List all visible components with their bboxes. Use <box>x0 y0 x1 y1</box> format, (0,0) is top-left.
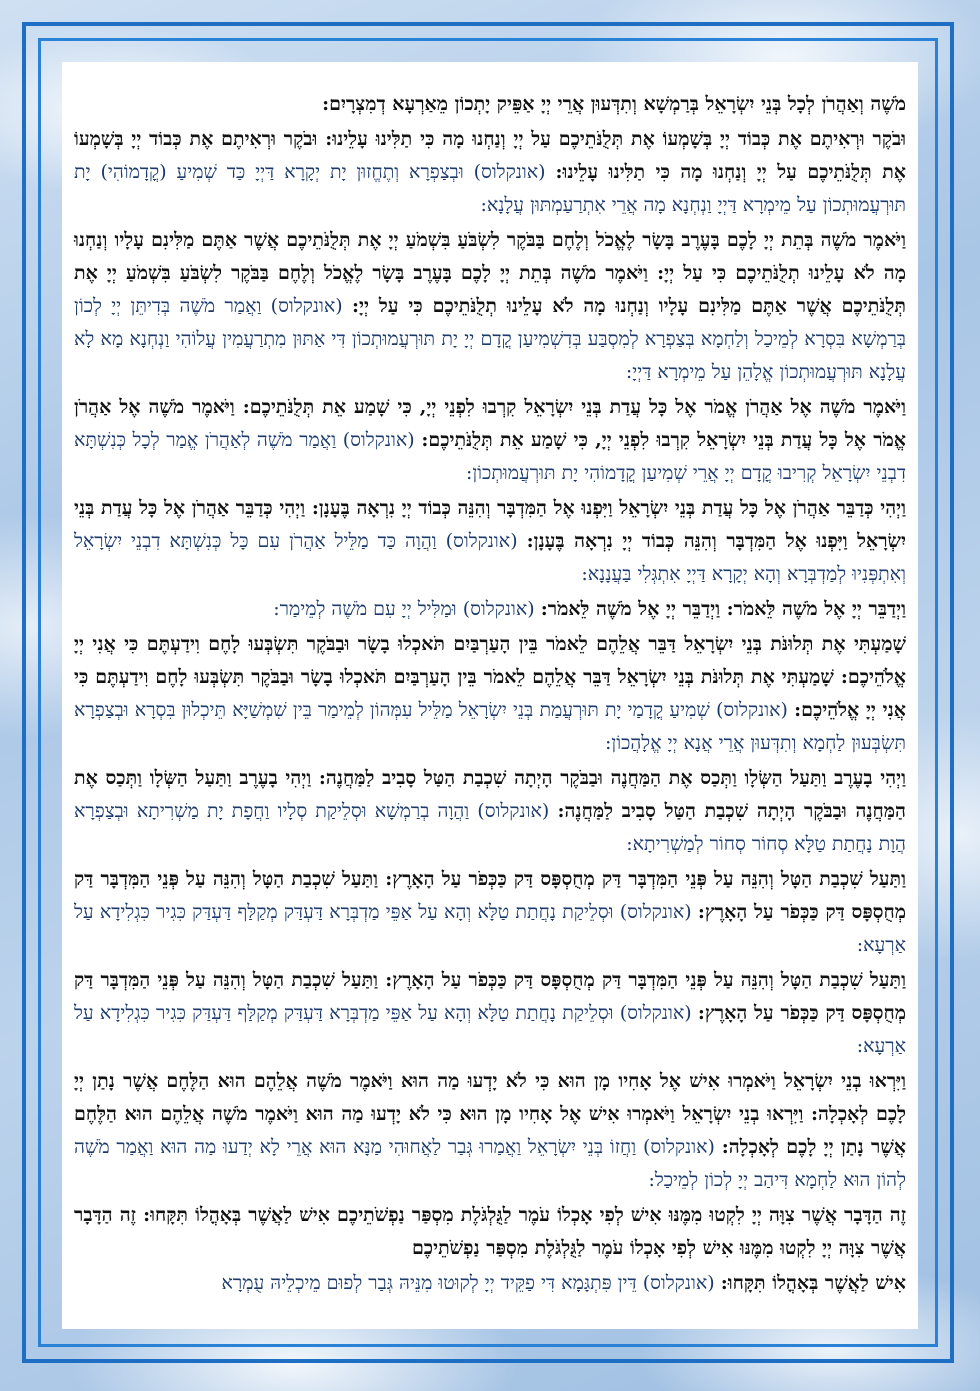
verse-text: שָׁמַעְתִּי אֶת תְּלוּנֹּת בְּנֵי יִשְׂרָאֵל דַּבֵּר אֲלֵהֶם לֵאמֹר בֵּין הָעַרְבַּיִם תֹּאכְלוּ בָשָׂר וּבַבֹּקֶר תִּשְׂבְּעוּ לָחֶם וִידַעְתֶּם כִּי אֲנִי יְיָ אֱלֹהֵיכֶם: שָׁמַעְתִּי אֶת תְּלוּנֹּת בְּנֵי יִשְׂרָאֵל דַּבֵּר אֲלֵהֶם לֵאמֹר בֵּין הָעַרְבַּיִם תֹּאכְלוּ בָשָׂר וּבַבֹּקֶר תִּשְׂבְּעוּ לָחֶם וִידַעְתֶּם כִּי אֲנִי יְיָ אֱלֹהֵיכֶם: <box>74 633 906 721</box>
paragraph <box>74 492 906 591</box>
paragraph <box>74 964 906 1063</box>
verse-text: וַתַּעַל שִׁכְבַת הַטָּל וְהִנֵּה עַל פְּנֵי הַמִּדְבָּר דַּק מְחֻסְפָּס דַּק כַּכְּפֹר עַל הָאָרֶץ: וַתַּעַל שִׁכְבַת הַטָּל וְהִנֵּה עַל פְּנֵי הַמִּדְבָּר דַּק מְחֻסְפָּס דַּק כַּכְּפֹר עַל הָאָרֶץ: <box>74 868 906 923</box>
verse-text: וַיְהִי כְּדַבֵּר אַהֲרֹן אֶל כָּל עֲדַת בְּנֵי יִשְׂרָאֵל וַיִּפְנוּ אֶל הַמִּדְבָּר וְהִנֵּה כְּבוֹד יְיָ נִרְאָה בֶּעָנָן: וַיְהִי כְּדַבֵּר אַהֲרֹן אֶל כָּל עֲדַת בְּנֵי יִשְׂרָאֵל וַיִּפְנוּ אֶל הַמִּדְבָּר וְהִנֵּה כְּבוֹד יְיָ נִרְאָה בֶּעָנָן: <box>74 497 906 552</box>
onkelos-text: (אונקלוס) דֵּין פִּתְגָּמָא דִּי פַקֵּיד יְיָ לְקוּטוּ מִנֵּיהּ גְּבַר לְפוּם מֵיכְלֵיהּ עֻמְרָא <box>221 1272 715 1294</box>
verse-text: וּבֹקֶר וּרְאִיתֶם אֶת כְּבוֹד יְיָ בְּשָׁמְעוֹ אֶת תְּלֻנֹּתֵיכֶם עַל יְיָ וְנַחְנוּ מָה כִּי תַלִּינוּ עָלֵינוּ: וּבֹקֶר וּרְאִיתֶם אֶת כְּבוֹד יְיָ בְּשָׁמְעוֹ אֶת תְּלֻנֹּתֵיכֶם עַל יְיָ וְנַחְנוּ מָה כִּי תַלִּינוּ עָלֵינוּ: <box>74 128 906 183</box>
text-page <box>62 62 918 1329</box>
verse-text: אִישׁ לַאֲשֶׁר בְּאָהֳלוֹ תִּקָּחוּ: <box>720 1272 906 1294</box>
paragraph <box>74 863 906 962</box>
onkelos-text: (אונקלוס) וּסְלֵיקַת נָחֲתַת טַלָּא וְהָא עַל אַפֵּי מַדְבְּרָא דַּעְדַּק מְקַלַּף דַּעְדַּק כִּגִיר כִּגְלִידָא עַל אַרְעָא: <box>74 901 906 956</box>
verse-text: וַיִּרְאוּ בְנֵי יִשְׂרָאֵל וַיֹּאמְרוּ אִישׁ אֶל אָחִיו מָן הוּא כִּי לֹא יָדְעוּ מַה הוּא וַיֹּאמֶר מֹשֶׁה אֲלֵהֶם הוּא הַלֶּחֶם אֲשֶׁר נָתַן יְיָ לָכֶם לְאָכְלָה: וַיִּרְאוּ בְנֵי יִשְׂרָאֵל וַיֹּאמְרוּ אִישׁ אֶל אָחִיו מָן הוּא כִּי לֹא יָדְעוּ מַה הוּא וַיֹּאמֶר מֹשֶׁה אֲלֵהֶם הוּא הַלֶּחֶם אֲשֶׁר נָתַן יְיָ לָכֶם לְאָכְלָה: <box>74 1070 907 1158</box>
paragraph <box>74 593 906 626</box>
paragraph <box>74 1267 906 1300</box>
onkelos-text: (אונקלוס) וּמַלִּיל יְיָ עִם מֹשֶׁה לְמֵימַר: <box>273 598 535 620</box>
onkelos-text: (אונקלוס) וַהֲוָה כַּד מַלֵּיל אַהֲרֹן עִם כָּל כְּנִשְׁתָּא דִבְנֵי יִשְׂרָאֵל וְאִתְפְּנִיוּ לְמַדְבְּרָא וְהָא יְקָרָא דַּיְיָ אִתְגְּלִי בַּעֲנָנָא: <box>74 530 906 585</box>
onkelos-text: (אונקלוס) וַאֲמַר מֹשֶׁה בְּדִיתֵּן יְיָ לְכוֹן בְּרַמְשָׁא בִּסְרָא לְמֵיכַל וְלַחְמָא בְּצַפְרָא לְמִסְבַּע בְּדִשְׁמִיעַן קֳדָם יְיָ יָת תּוּרְעֲמוּתְכוֹן דִּי אַתּוּן מִתְרַעֲמִין עֲלוֹהִי וַנְחְנָא מָא לָא עֲלָנָא תּוּרְעֲמוּתְכוֹן אֱלָהֵן עַל מֵימְרָא דַּיְיָ: <box>74 295 906 383</box>
onkelos-text: (אונקלוס) וַחֲזוֹ בְּנֵי יִשְׂרָאֵל וַאֲמַרוּ גְּבַר לַאֲחוּהִי מַנָּא הוּא אֲרֵי לָא יְדַעוּ מַה הוּא וַאֲמַר מֹשֶׁה לְהוֹן הוּא לַחְמָא דִּיהַב יְיָ לְכוֹן לְמֵיכַל: <box>74 1136 906 1191</box>
verse-text: זֶה הַדָּבָר אֲשֶׁר צִוָּה יְיָ לִקְטוּ מִמֶּנּוּ אִישׁ לְפִי אָכְלוֹ עֹמֶר לַגֻּלְגֹּלֶת מִסְפַּר נַפְשֹׁתֵיכֶם אִישׁ לַאֲשֶׁר בְּאָהֳלוֹ תִּקָּחוּ: זֶה הַדָּבָר אֲשֶׁר צִוָּה יְיָ לִקְטוּ מִמֶּנּוּ אִישׁ לְפִי אָכְלוֹ עֹמֶר לַגֻּלְגֹּלֶת מִסְפַּר נַפְשֹׁתֵיכֶם <box>74 1204 906 1259</box>
verse-text: וַיֹּאמֶר מֹשֶׁה אֶל אַהֲרֹן אֱמֹר אֶל כָּל עֲדַת בְּנֵי יִשְׂרָאֵל קִרְבוּ לִפְנֵי יְיָ, כִּי שָׁמַע אֵת תְּלֻנֹּתֵיכֶם: וַיֹּאמֶר מֹשֶׁה אֶל אַהֲרֹן אֱמֹר אֶל כָּל עֲדַת בְּנֵי יִשְׂרָאֵל קִרְבוּ לִפְנֵי יְיָ, כִּי שָׁמַע אֵת תְּלֻנֹּתֵיכֶם: <box>74 396 907 451</box>
verse-text: וַיְהִי בָעֶרֶב וַתַּעַל הַשְּׂלָו וַתְּכַס אֶת הַמַּחֲנֶה וּבַבֹּקֶר הָיְתָה שִׁכְבַת הַטַּל סָבִיב לַמַּחֲנֶה: וַיְהִי בָעֶרֶב וַתַּעַל הַשְּׂלָו וַתְּכַס אֶת הַמַּחֲנֶה וּבַבֹּקֶר הָיְתָה שִׁכְבַת הַטַּל סָבִיב לַמַּחֲנֶה: <box>74 767 906 822</box>
paragraph <box>74 1065 906 1197</box>
onkelos-text: (אונקלוס) שְׁמִיעַ קֳדָמַי יָת תּוּרְעֲמַת בְּנֵי יִשְׂרָאֵל מַלֵּיל עִמְּהוֹן לְמֵימַר בֵּין שִׁמְשַׁיָּא תֵּיכְלוּן בִּסְרָא וּבְצַפְרָא תִּשְׂבְּעוּן לַחְמָא וְתִדְּעוּן אֲרֵי אֲנָא יְיָ אֱלָהֲכוֹן: <box>74 699 906 754</box>
verse-text: וַיֹּאמֶר מֹשֶׁה בְּתֵת יְיָ לָכֶם בָּעֶרֶב בָּשָׂר לֶאֱכֹל וְלֶחֶם בַּבֹּקֶר לִשְׂבֹּעַ בִּשְׁמֹעַ יְיָ אֶת תְּלֻנֹּתֵיכֶם אֲשֶׁר אַתֶּם מַלִּינִם עָלָיו וְנַחְנוּ מָה לֹא עָלֵינוּ תְלֻנֹּתֵיכֶם כִּי עַל יְיָ: וַיֹּאמֶר מֹשֶׁה בְּתֵת יְיָ לָכֶם בָּעֶרֶב בָּשָׂר לֶאֱכֹל וְלֶחֶם בַּבֹּקֶר לִשְׂבֹּעַ בִּשְׁמֹעַ יְיָ אֶת תְּלֻנֹּתֵיכֶם אֲשֶׁר אַתֶּם מַלִּינִם עָלָיו וְנַחְנוּ מָה לֹא עָלֵינוּ תְלֻנֹּתֵיכֶם כִּי עַל יְיָ: <box>74 229 906 317</box>
paragraph <box>74 123 906 222</box>
verse-text: וַתַּעַל שִׁכְבַת הַטָּל וְהִנֵּה עַל פְּנֵי הַמִּדְבָּר דַּק מְחֻסְפָּס דַּק כַּכְּפֹר עַל הָאָרֶץ: וַתַּעַל שִׁכְבַת הַטָּל וְהִנֵּה עַל פְּנֵי הַמִּדְבָּר דַּק מְחֻסְפָּס דַּק כַּכְּפֹר עַל הָאָרֶץ: <box>74 969 906 1024</box>
paragraph <box>74 224 906 389</box>
paragraph <box>74 88 906 121</box>
paragraph <box>74 391 906 490</box>
paragraph <box>74 628 906 760</box>
onkelos-text: (אונקלוס) וּבְצַפְרָא וְתֶחֱזוּן יָת יְקָרָא דַּיְיָ כַּד שְׁמִיעַ (קֳדָמוֹהִי) יָת תּוּרְעֲמוּתְכוֹן עַל מֵימְרָא דַּיְיָ וַנְחְנָא מָה אֲרֵי אִתְרַעַמְתּוּן עֲלָנָא: <box>74 161 906 216</box>
onkelos-text: (אונקלוס) וַהֲוָה בְרַמְשָׁא וּסְלֵיקַת סְלָיו וַחֲפָת יָת מַשְׁרִיתָא וּבְצַפְרָא הֲוָת נָחֲתַת טַלָּא סְחוֹר סְחוֹר לְמַשְׁרִיתָא: <box>74 800 906 855</box>
onkelos-text: (אונקלוס) וּסְלֵיקַת נָחֲתַת טַלָּא וְהָא עַל אַפֵּי מַדְבְּרָא דַּעְדַּק מְקַלַּף דַּעְדַּק כִּגִיר כִּגְלִידָא עַל אַרְעָא: <box>74 1002 906 1057</box>
verse-text: מֹשֶׁה וְאַהֲרֹן לְכָל בְּנֵי יִשְׂרָאֵל בְּרַמְשָׁא וְתִדְּעוּן אֲרֵי יְיָ אַפֵּיק יָתְכוֹן מֵאַרְעָא דְמִצְרָיִם: <box>322 93 906 115</box>
paragraph <box>74 1199 906 1265</box>
verse-text: וַיְדַבֵּר יְיָ אֶל מֹשֶׁה לֵּאמֹר: וַיְדַבֵּר יְיָ אֶל מֹשֶׁה לֵּאמֹר: <box>540 598 906 620</box>
paragraph <box>74 762 906 861</box>
onkelos-text: (אונקלוס) וַאֲמַר מֹשֶׁה לְאַהֲרֹן אֱמַר לְכָל כְּנִשְׁתָּא דִבְנֵי יִשְׂרָאֵל קְרִיבוּ קֳדָם יְיָ אֲרֵי שְׁמִיעַן קֳדָמוֹהִי יָת תּוּרְעֲמוּתְכוֹן: <box>74 429 906 484</box>
